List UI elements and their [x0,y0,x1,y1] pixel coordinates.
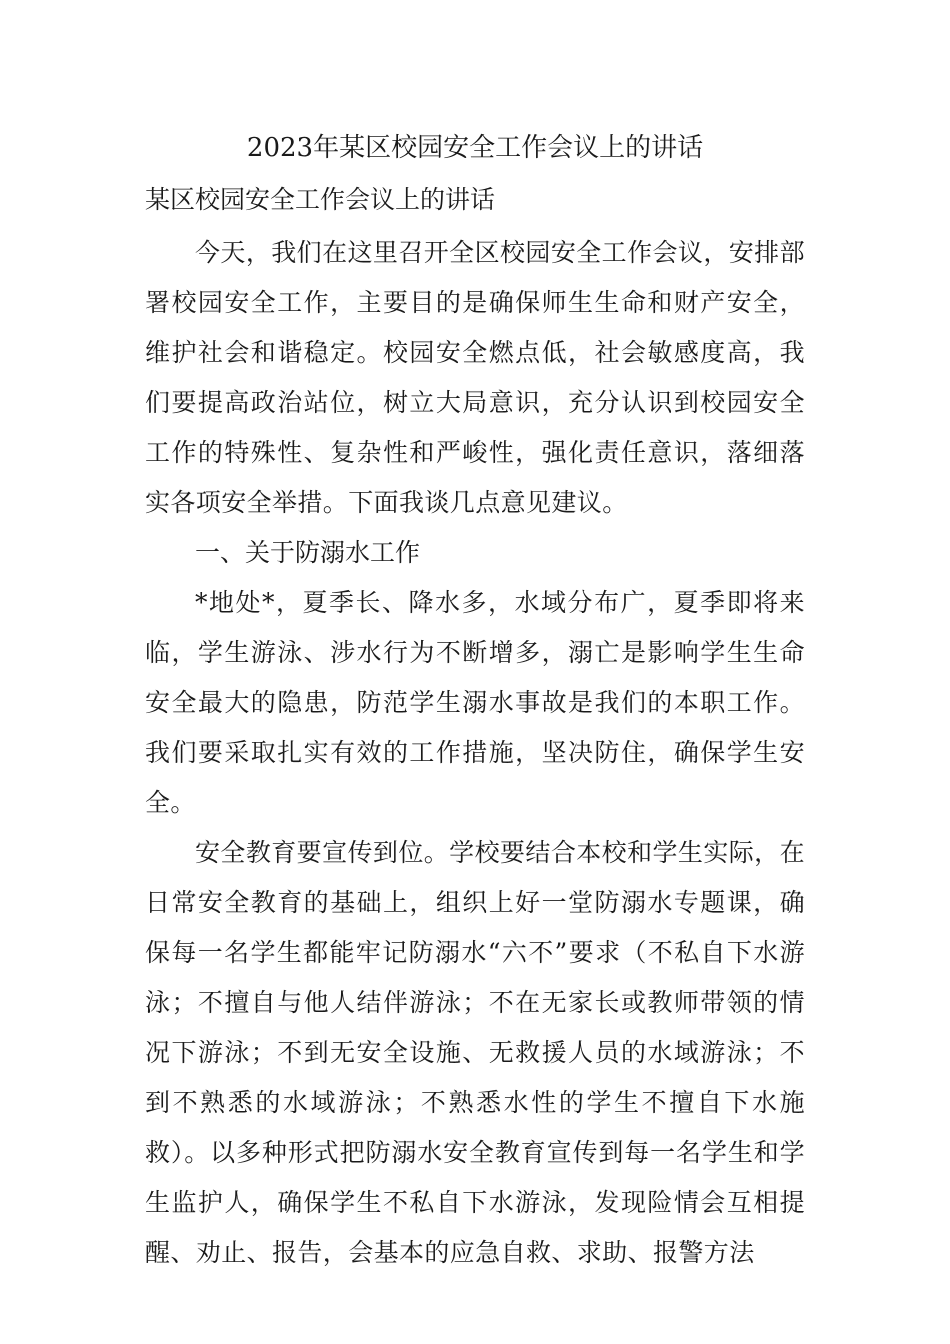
paragraph-safety-education: 安全教育要宣传到位。学校要结合本校和学生实际，在日常安全教育的基础上，组织上好一堂防溺水专题课，确保每一名学生都能牢记防溺水“六不”要求（不私自下水游泳；不擅自与他人结伴游泳；不在无家长或教师带领的情况下游泳；不到无安全设施、无救援人员的水域游泳；不到不熟悉的水域游泳；不熟悉水性的学生不擅自下水施救）。以多种形式把防溺水安全教育宣传到每一名学生和学生监护人，确保学生不私自下水游泳，发现险情会互相提醒、劝止、报告，会基本的应急自救、求助、报警方法 [145,838,805,1267]
section-heading-drowning-prevention: 一、关于防溺水工作 [195,538,421,567]
paragraph-intro: 今天，我们在这里召开全区校园安全工作会议，安排部署校园安全工作，主要目的是确保师生生命和财产安全，维护社会和谐稳定。校园安全燃点低，社会敏感度高，我们要提高政治站位，树立大局意识，充分认识到校园安全工作的特殊性、复杂性和严峻性，强化责任意识，落细落实各项安全举措。下面我谈几点意见建议。 [145,238,805,517]
document-subtitle: 某区校园安全工作会议上的讲话 [145,185,496,214]
document-title: 2023年某区校园安全工作会议上的讲话 [246,133,704,163]
document-body [145,228,805,1278]
paragraph-drowning-context: *地处*，夏季长、降水多，水域分布广，夏季即将来临，学生游泳、涉水行为不断增多，溺亡是影响学生生命安全最大的隐患，防范学生溺水事故是我们的本职工作。我们要采取扎实有效的工作措施，坚决防住，确保学生安全。 [145,588,805,817]
